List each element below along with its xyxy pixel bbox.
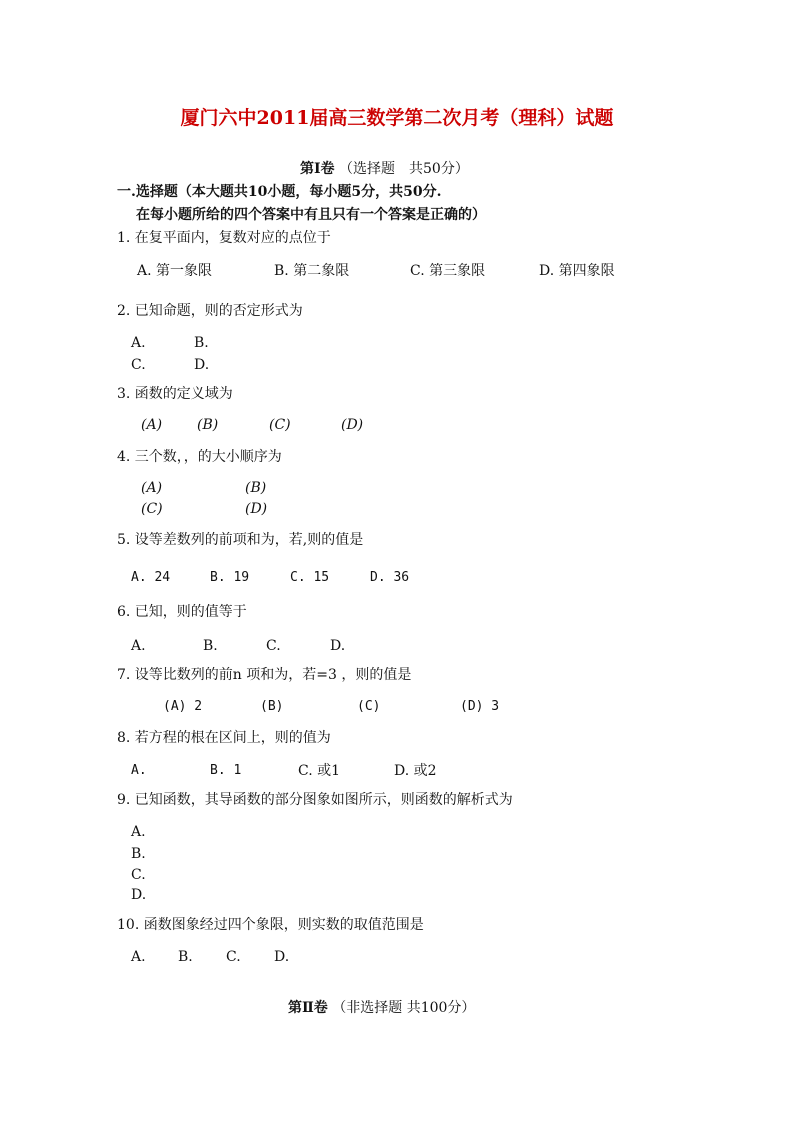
q6-option-a: A. [131,638,146,654]
question-2-stem: 2. 已知命题，则的否定形式为 [117,303,303,319]
q4-option-b: (B) [245,480,267,496]
q9-option-c: C. [131,867,146,883]
q4-option-c: (C) [141,501,163,517]
q2-option-c: C. [131,357,146,373]
q1-option-a: A. 第一象限 [137,263,213,279]
part1-heading [300,160,469,178]
q8-option-c: C. 或1 [298,763,341,779]
q7-option-c: (C) [357,699,381,714]
q6-option-c: C. [266,638,281,654]
q3-option-a: (A) [141,417,163,433]
q7-option-a: (A) 2 [163,699,203,714]
q2-option-a: A. [131,335,146,351]
q1-option-c: C. 第三象限 [410,263,486,279]
part1-label: 第Ⅰ卷 [300,161,335,177]
question-3-stem: 3. 函数的定义域为 [117,386,233,402]
q5-option-a: A. 24 [131,570,171,585]
q10-option-a: A. [131,949,146,965]
instructions-line1: 一.选择题（本大题共10小题，每小题5分，共50分. [117,184,442,200]
instructions-line2: 在每小题所给的四个答案中有且只有一个答案是正确的） [136,207,486,223]
q3-option-b: (B) [197,417,219,433]
q9-option-a: A. [131,824,146,840]
q2-option-b: B. [194,335,209,351]
q4-option-a: (A) [141,480,163,496]
q8-option-b: B. 1 [210,763,242,778]
q1-option-b: B. 第二象限 [274,263,350,279]
part1-subtitle: （选择题 共50分） [339,161,469,177]
question-4-stem: 4. 三个数，，的大小顺序为 [117,449,282,465]
question-10-stem: 10. 函数图象经过四个象限，则实数的取值范围是 [117,917,424,933]
q7-option-b: (B) [260,699,284,714]
part2-heading [288,999,475,1017]
q8-option-a: A. [131,763,147,778]
q8-option-d: D. 或2 [394,763,437,779]
q3-option-c: (C) [269,417,291,433]
q1-option-d: D. 第四象限 [539,263,615,279]
q6-option-b: B. [203,638,218,654]
question-7-stem: 7. 设等比数列的前n 项和为，若=3 ，则的值是 [117,667,412,683]
q2-option-d: D. [194,357,210,373]
question-1-stem: 1. 在复平面内，复数对应的点位于 [117,230,331,246]
q5-option-d: D. 36 [370,570,410,585]
q10-option-b: B. [178,949,193,965]
exam-title: 厦门六中2011届高三数学第二次月考（理科）试题 [180,107,614,129]
question-6-stem: 6. 已知，则的值等于 [117,604,247,620]
q10-option-c: C. [226,949,241,965]
q7-option-d: (D) 3 [460,699,500,714]
q5-option-b: B. 19 [210,570,250,585]
q9-option-d: D. [131,887,147,903]
part2-label: 第Ⅱ卷 [288,1000,328,1016]
q10-option-d: D. [274,949,290,965]
question-5-stem: 5. 设等差数列的前项和为，若,则的值是 [117,532,364,548]
question-9-stem: 9. 已知函数，其导函数的部分图象如图所示，则函数的解析式为 [117,792,513,808]
q6-option-d: D. [330,638,346,654]
q4-option-d: (D) [245,501,268,517]
q3-option-d: (D) [341,417,364,433]
q5-option-c: C. 15 [290,570,330,585]
question-8-stem: 8. 若方程的根在区间上，则的值为 [117,730,331,746]
part2-subtitle: （非选择题 共100分） [332,1000,476,1016]
q9-option-b: B. [131,846,146,862]
